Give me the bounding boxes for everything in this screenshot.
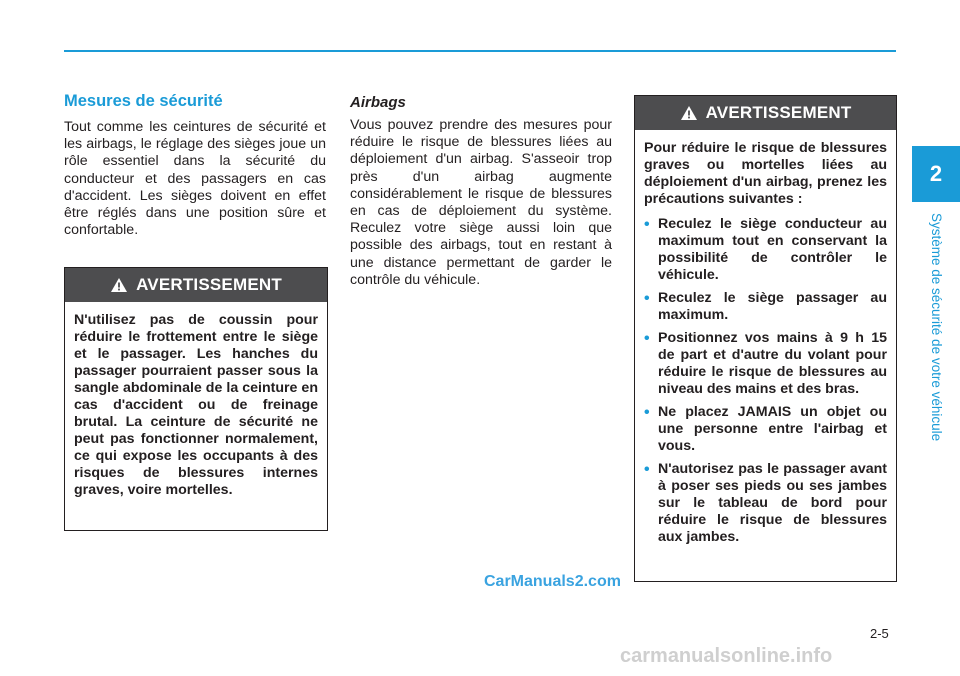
page-number: 2-5: [870, 626, 889, 641]
top-rule: [64, 50, 896, 52]
warning-body: [65, 302, 327, 509]
warning-header: [65, 268, 327, 302]
warning-header-label: AVERTISSEMENT: [136, 275, 282, 294]
list-item: • Positionnez vos mains à 9 h 15 de part et d'autre du volant pour réduire le risque de blessures au niveau des mains et des bras.: [644, 330, 887, 398]
list-item: • N'autorisez pas le passager avant à poser ses pieds ou ses jambes sur le tableau de bord pour réduire le risque de blessures aux jambes.: [644, 461, 887, 546]
list-item: • Ne placez JAMAIS un objet ou une personne entre l'airbag et vous.: [644, 404, 887, 455]
warning-text: N'utilisez pas de coussin pour réduire le frottement entre le siège et le passager. Les hanches du passager pourraient passer sous la sangle abdominale de la ceinture en cas d'accident ou de freinage brutal. La ceinture de sécurité ne peut pas fonctionner normalement, ce qui expose les occupants à des risques de blessures internes graves, voire mortelles.: [74, 312, 318, 498]
middle-column: [350, 92, 612, 289]
warning-body: [635, 130, 896, 562]
airbags-title: Airbags: [350, 94, 406, 111]
warning-intro: Pour réduire le risque de blessures graves ou mortelles liées au déploiement d'un airbag, prenez les précautions suivantes :: [644, 140, 887, 207]
list-item: • Reculez le siège conducteur au maximum tout en conservant la possibilité de contrôler le véhicule.: [644, 216, 887, 284]
warning-header: [635, 96, 896, 130]
chapter-title: Système de sécurité de votre véhicule: [929, 213, 944, 442]
footer-watermark: carmanualsonline.info: [620, 645, 833, 667]
chapter-number: 2: [929, 161, 943, 186]
chapter-tab: [912, 146, 960, 202]
airbags-paragraph: Vous pouvez prendre des mesures pour réduire le risque de blessures liées au déploiement d'un airbag. S'asseoir trop près d'un airbag augmente considérablement le risque de blessures en cas de déploiement du système. Reculez votre siège aussi loin que possible des airbags, tout en restant à une distance permettant de garder le contrôle du véhicule.: [350, 117, 612, 288]
section-paragraph: Tout comme les ceintures de sécurité et les airbags, le réglage des sièges joue un rôle essentiel dans la sécurité du conducteur et des passagers en cas d'accident. Les sièges doivent en effet être réglés dans une position sûre et confortable.: [64, 119, 326, 239]
warning-triangle-icon: [110, 277, 128, 293]
warning-triangle-icon: [680, 105, 698, 121]
warning-header-label: AVERTISSEMENT: [705, 103, 852, 122]
warning-box-airbag: [634, 95, 897, 582]
list-item: • Reculez le siège passager au maximum.: [644, 290, 887, 324]
warning-list: [644, 216, 887, 546]
section-title: Mesures de sécurité: [64, 92, 223, 110]
warning-box-cushion: [64, 267, 328, 531]
left-column: [64, 92, 326, 239]
watermark-link[interactable]: CarManuals2.com: [484, 573, 621, 590]
